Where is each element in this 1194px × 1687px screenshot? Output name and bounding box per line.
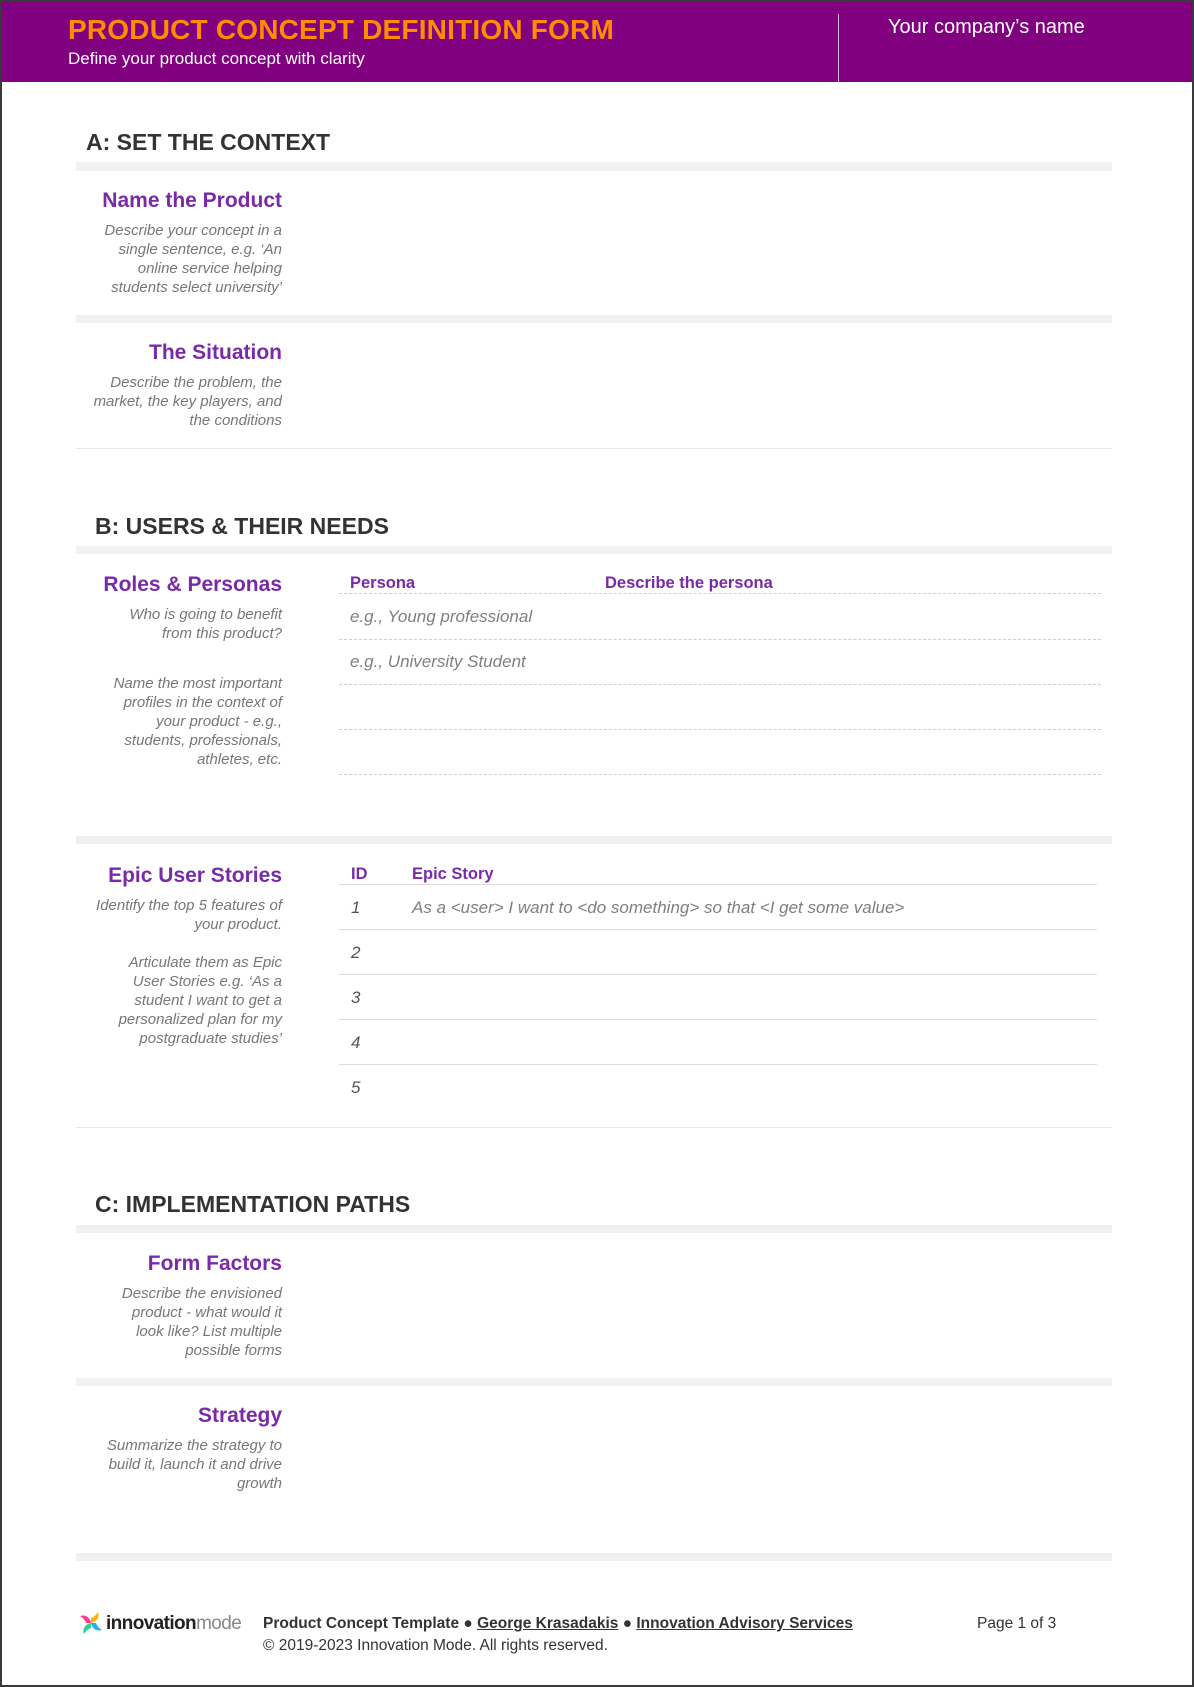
name-product-desc: Describe your concept in a single sentence, e.g. ‘An online service helping students select university’ xyxy=(104,222,282,296)
situation-field[interactable] xyxy=(306,325,1106,445)
divider-band xyxy=(76,836,1112,844)
strategy-label: Strategy xyxy=(197,1404,282,1427)
situation-label: The Situation xyxy=(149,341,282,364)
section-c-end-band xyxy=(76,1553,1112,1561)
services-link[interactable]: Innovation Advisory Services xyxy=(636,1615,853,1632)
epic-story-1[interactable]: As a <user> I want to <do something> so that <I get some value> xyxy=(412,898,905,917)
divider-band xyxy=(76,1378,1112,1386)
form-factors-desc: Describe the envisioned product - what would it look like? List multiple possible forms xyxy=(121,1285,282,1359)
roles-desc-1: Who is going to benefit from this product? xyxy=(129,606,282,642)
form-title: PRODUCT CONCEPT DEFINITION FORM xyxy=(68,14,614,45)
bullet-separator: ● xyxy=(463,1615,473,1632)
innovation-mode-logo-icon xyxy=(78,1610,104,1641)
epics-label: Epic User Stories xyxy=(108,864,282,887)
page-number: Page 1 of 3 xyxy=(977,1615,1057,1632)
table-rule xyxy=(339,884,1097,885)
roles-desc-2: Name the most important profiles in the context of your product - e.g., students, professionals, athletes, etc. xyxy=(113,675,282,768)
name-product-label: Name the Product xyxy=(102,189,282,212)
epic-id-5: 5 xyxy=(351,1078,361,1097)
section-a-title: A: SET THE CONTEXT xyxy=(86,129,331,155)
table-rule xyxy=(339,729,1101,730)
header-divider xyxy=(838,14,839,82)
form-subtitle: Define your product concept with clarity xyxy=(68,49,365,68)
persona-row-1[interactable]: e.g., Young professional xyxy=(350,607,533,626)
footer-credits xyxy=(263,1615,853,1633)
epics-desc-2: Articulate them as Epic User Stories e.g. ‘As a student I want to get a personalized plan for my postgraduate studies’ xyxy=(118,954,282,1047)
persona-col-header: Persona xyxy=(350,574,416,592)
table-rule xyxy=(339,774,1101,775)
logo-wordmark xyxy=(106,1613,241,1635)
section-a-band xyxy=(76,162,1112,171)
roles-label: Roles & Personas xyxy=(103,573,282,596)
id-col-header: ID xyxy=(351,865,368,883)
bullet-separator: ● xyxy=(622,1615,633,1632)
table-rule xyxy=(339,1019,1097,1020)
divider-band xyxy=(76,315,1112,323)
form-factors-label: Form Factors xyxy=(147,1252,282,1275)
epic-id-2: 2 xyxy=(351,943,361,962)
table-rule xyxy=(339,684,1101,685)
table-rule xyxy=(339,929,1097,930)
section-b-band xyxy=(76,546,1112,554)
table-rule xyxy=(339,974,1097,975)
section-c-title: C: IMPLEMENTATION PATHS xyxy=(95,1191,411,1217)
section-b-title: B: USERS & THEIR NEEDS xyxy=(95,513,389,539)
story-col-header: Epic Story xyxy=(412,865,494,883)
situation-desc: Describe the problem, the market, the key players, and the conditions xyxy=(93,374,282,429)
template-name: Product Concept Template xyxy=(263,1615,460,1632)
logo-wordmark-light: mode xyxy=(196,1613,242,1634)
table-rule xyxy=(339,593,1101,594)
name-product-field[interactable] xyxy=(306,172,1106,312)
form-factors-field[interactable] xyxy=(306,1235,1106,1375)
logo-wordmark-bold: innovation xyxy=(106,1613,197,1634)
table-rule xyxy=(339,1064,1097,1065)
strategy-desc: Summarize the strategy to build it, launch it and drive growth xyxy=(106,1437,282,1492)
describe-col-header: Describe the persona xyxy=(605,574,773,592)
epic-id-1: 1 xyxy=(351,898,361,917)
strategy-field[interactable] xyxy=(306,1388,1106,1548)
epics-desc-1: Identify the top 5 features of your product. xyxy=(96,897,282,933)
copyright-text: © 2019-2023 Innovation Mode. All rights reserved. xyxy=(263,1637,608,1654)
persona-row-2[interactable]: e.g., University Student xyxy=(350,652,526,671)
section-b-end-line xyxy=(76,1127,1112,1128)
epic-id-3: 3 xyxy=(351,988,361,1007)
epic-id-4: 4 xyxy=(351,1033,361,1052)
section-c-band xyxy=(76,1225,1112,1233)
author-link[interactable]: George Krasadakis xyxy=(477,1615,619,1632)
company-name-field[interactable]: Your company’s name xyxy=(888,16,1085,38)
section-a-end-line xyxy=(76,448,1112,449)
table-rule xyxy=(339,639,1101,640)
